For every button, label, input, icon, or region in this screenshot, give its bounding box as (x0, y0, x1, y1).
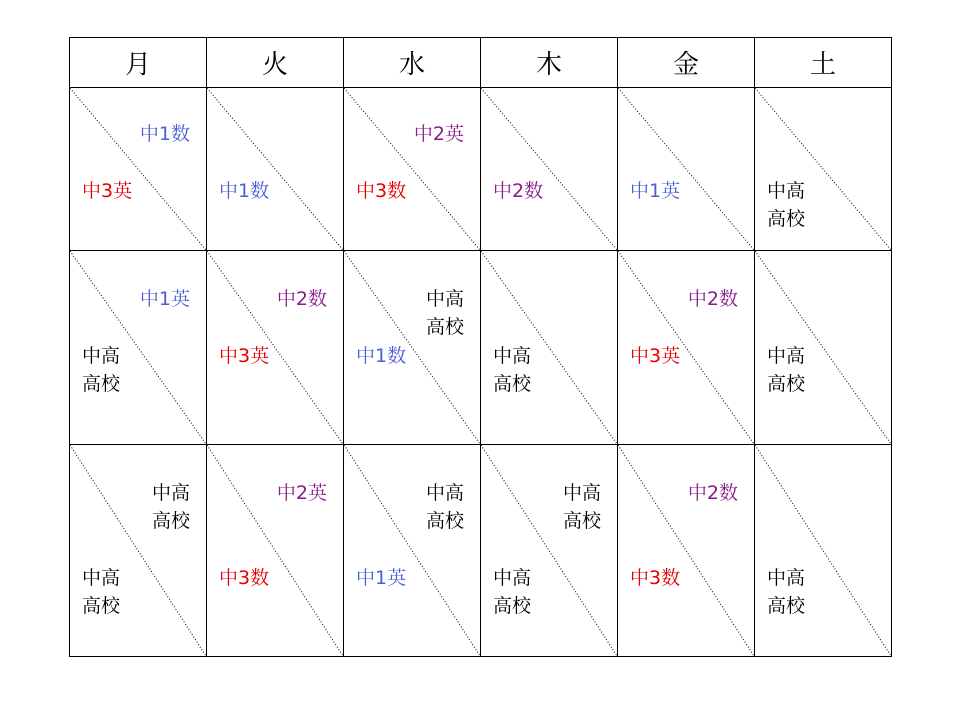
timetable-cell (755, 88, 892, 251)
class-label-upper: 中2数 (687, 482, 738, 504)
class-label-upper: 中2英 (413, 123, 464, 145)
day-header-row (70, 38, 892, 88)
class-label-lower: 中1数 (219, 180, 270, 202)
timetable-cell (481, 445, 618, 657)
timetable-cell (207, 251, 344, 445)
diagonal-divider (481, 88, 617, 250)
class-label-upper: 中高 高校 (425, 288, 464, 338)
weekly-timetable (69, 37, 892, 657)
class-label-upper: 中高 高校 (562, 482, 601, 532)
diagonal-divider-line (207, 445, 343, 656)
period-row-1 (70, 88, 892, 251)
diagonal-divider (755, 445, 891, 656)
class-label-lower: 中2数 (493, 180, 544, 202)
timetable-cell (481, 251, 618, 445)
diagonal-divider-line (618, 88, 754, 250)
timetable-cell (207, 445, 344, 657)
diagonal-divider (70, 445, 206, 656)
diagonal-divider (70, 88, 206, 250)
diagonal-divider-line (70, 445, 206, 656)
class-label-lower: 中高 高校 (493, 567, 532, 617)
timetable-cell (755, 445, 892, 657)
diagonal-divider-line (618, 445, 754, 656)
diagonal-divider (207, 445, 343, 656)
diagonal-divider (618, 88, 754, 250)
timetable-cell (618, 251, 755, 445)
day-header-thu: 木 (481, 38, 618, 88)
class-label-lower: 中3数 (630, 567, 681, 589)
period-row-2 (70, 251, 892, 445)
class-label-lower: 中高 高校 (82, 567, 121, 617)
timetable-cell (481, 88, 618, 251)
timetable-cell (344, 88, 481, 251)
class-label-lower: 中3英 (82, 180, 133, 202)
diagonal-divider-line (207, 88, 343, 250)
diagonal-divider (344, 88, 480, 250)
class-label-lower: 中高 高校 (767, 345, 806, 395)
timetable-cell (618, 88, 755, 251)
day-header-sat: 土 (755, 38, 892, 88)
diagonal-divider (618, 445, 754, 656)
diagonal-divider-line (70, 88, 206, 250)
day-header-wed: 水 (344, 38, 481, 88)
class-label-upper: 中2英 (276, 482, 327, 504)
period-row-3 (70, 445, 892, 657)
timetable-cell (755, 251, 892, 445)
class-label-upper: 中高 高校 (425, 482, 464, 532)
timetable-cell (70, 251, 207, 445)
diagonal-divider-line (344, 445, 480, 656)
timetable-cell (344, 445, 481, 657)
diagonal-divider-line (755, 445, 891, 656)
class-label-lower: 中3英 (630, 345, 681, 367)
class-label-lower: 中3数 (356, 180, 407, 202)
diagonal-divider-line (344, 88, 480, 250)
timetable-cell (344, 251, 481, 445)
diagonal-divider (344, 445, 480, 656)
class-label-upper: 中高 高校 (151, 482, 190, 532)
timetable-cell (207, 88, 344, 251)
diagonal-divider-line (481, 445, 617, 656)
class-label-lower: 中高 高校 (493, 345, 532, 395)
timetable-cell (70, 88, 207, 251)
class-label-lower: 中高 高校 (767, 567, 806, 617)
class-label-upper: 中1数 (139, 123, 190, 145)
timetable-cell (70, 445, 207, 657)
diagonal-divider (207, 88, 343, 250)
class-label-lower: 中高 高校 (82, 345, 121, 395)
day-header-fri: 金 (618, 38, 755, 88)
class-label-lower: 中3数 (219, 567, 270, 589)
class-label-lower: 中1数 (356, 345, 407, 367)
class-label-upper: 中2数 (276, 288, 327, 310)
class-label-upper: 中1英 (139, 288, 190, 310)
diagonal-divider-line (481, 88, 617, 250)
class-label-lower: 中1英 (630, 180, 681, 202)
class-label-lower: 中1英 (356, 567, 407, 589)
timetable-cell (618, 445, 755, 657)
day-header-mon: 月 (70, 38, 207, 88)
class-label-lower: 中高 高校 (767, 180, 806, 230)
class-label-lower: 中3英 (219, 345, 270, 367)
class-label-upper: 中2数 (687, 288, 738, 310)
day-header-tue: 火 (207, 38, 344, 88)
diagonal-divider (481, 445, 617, 656)
